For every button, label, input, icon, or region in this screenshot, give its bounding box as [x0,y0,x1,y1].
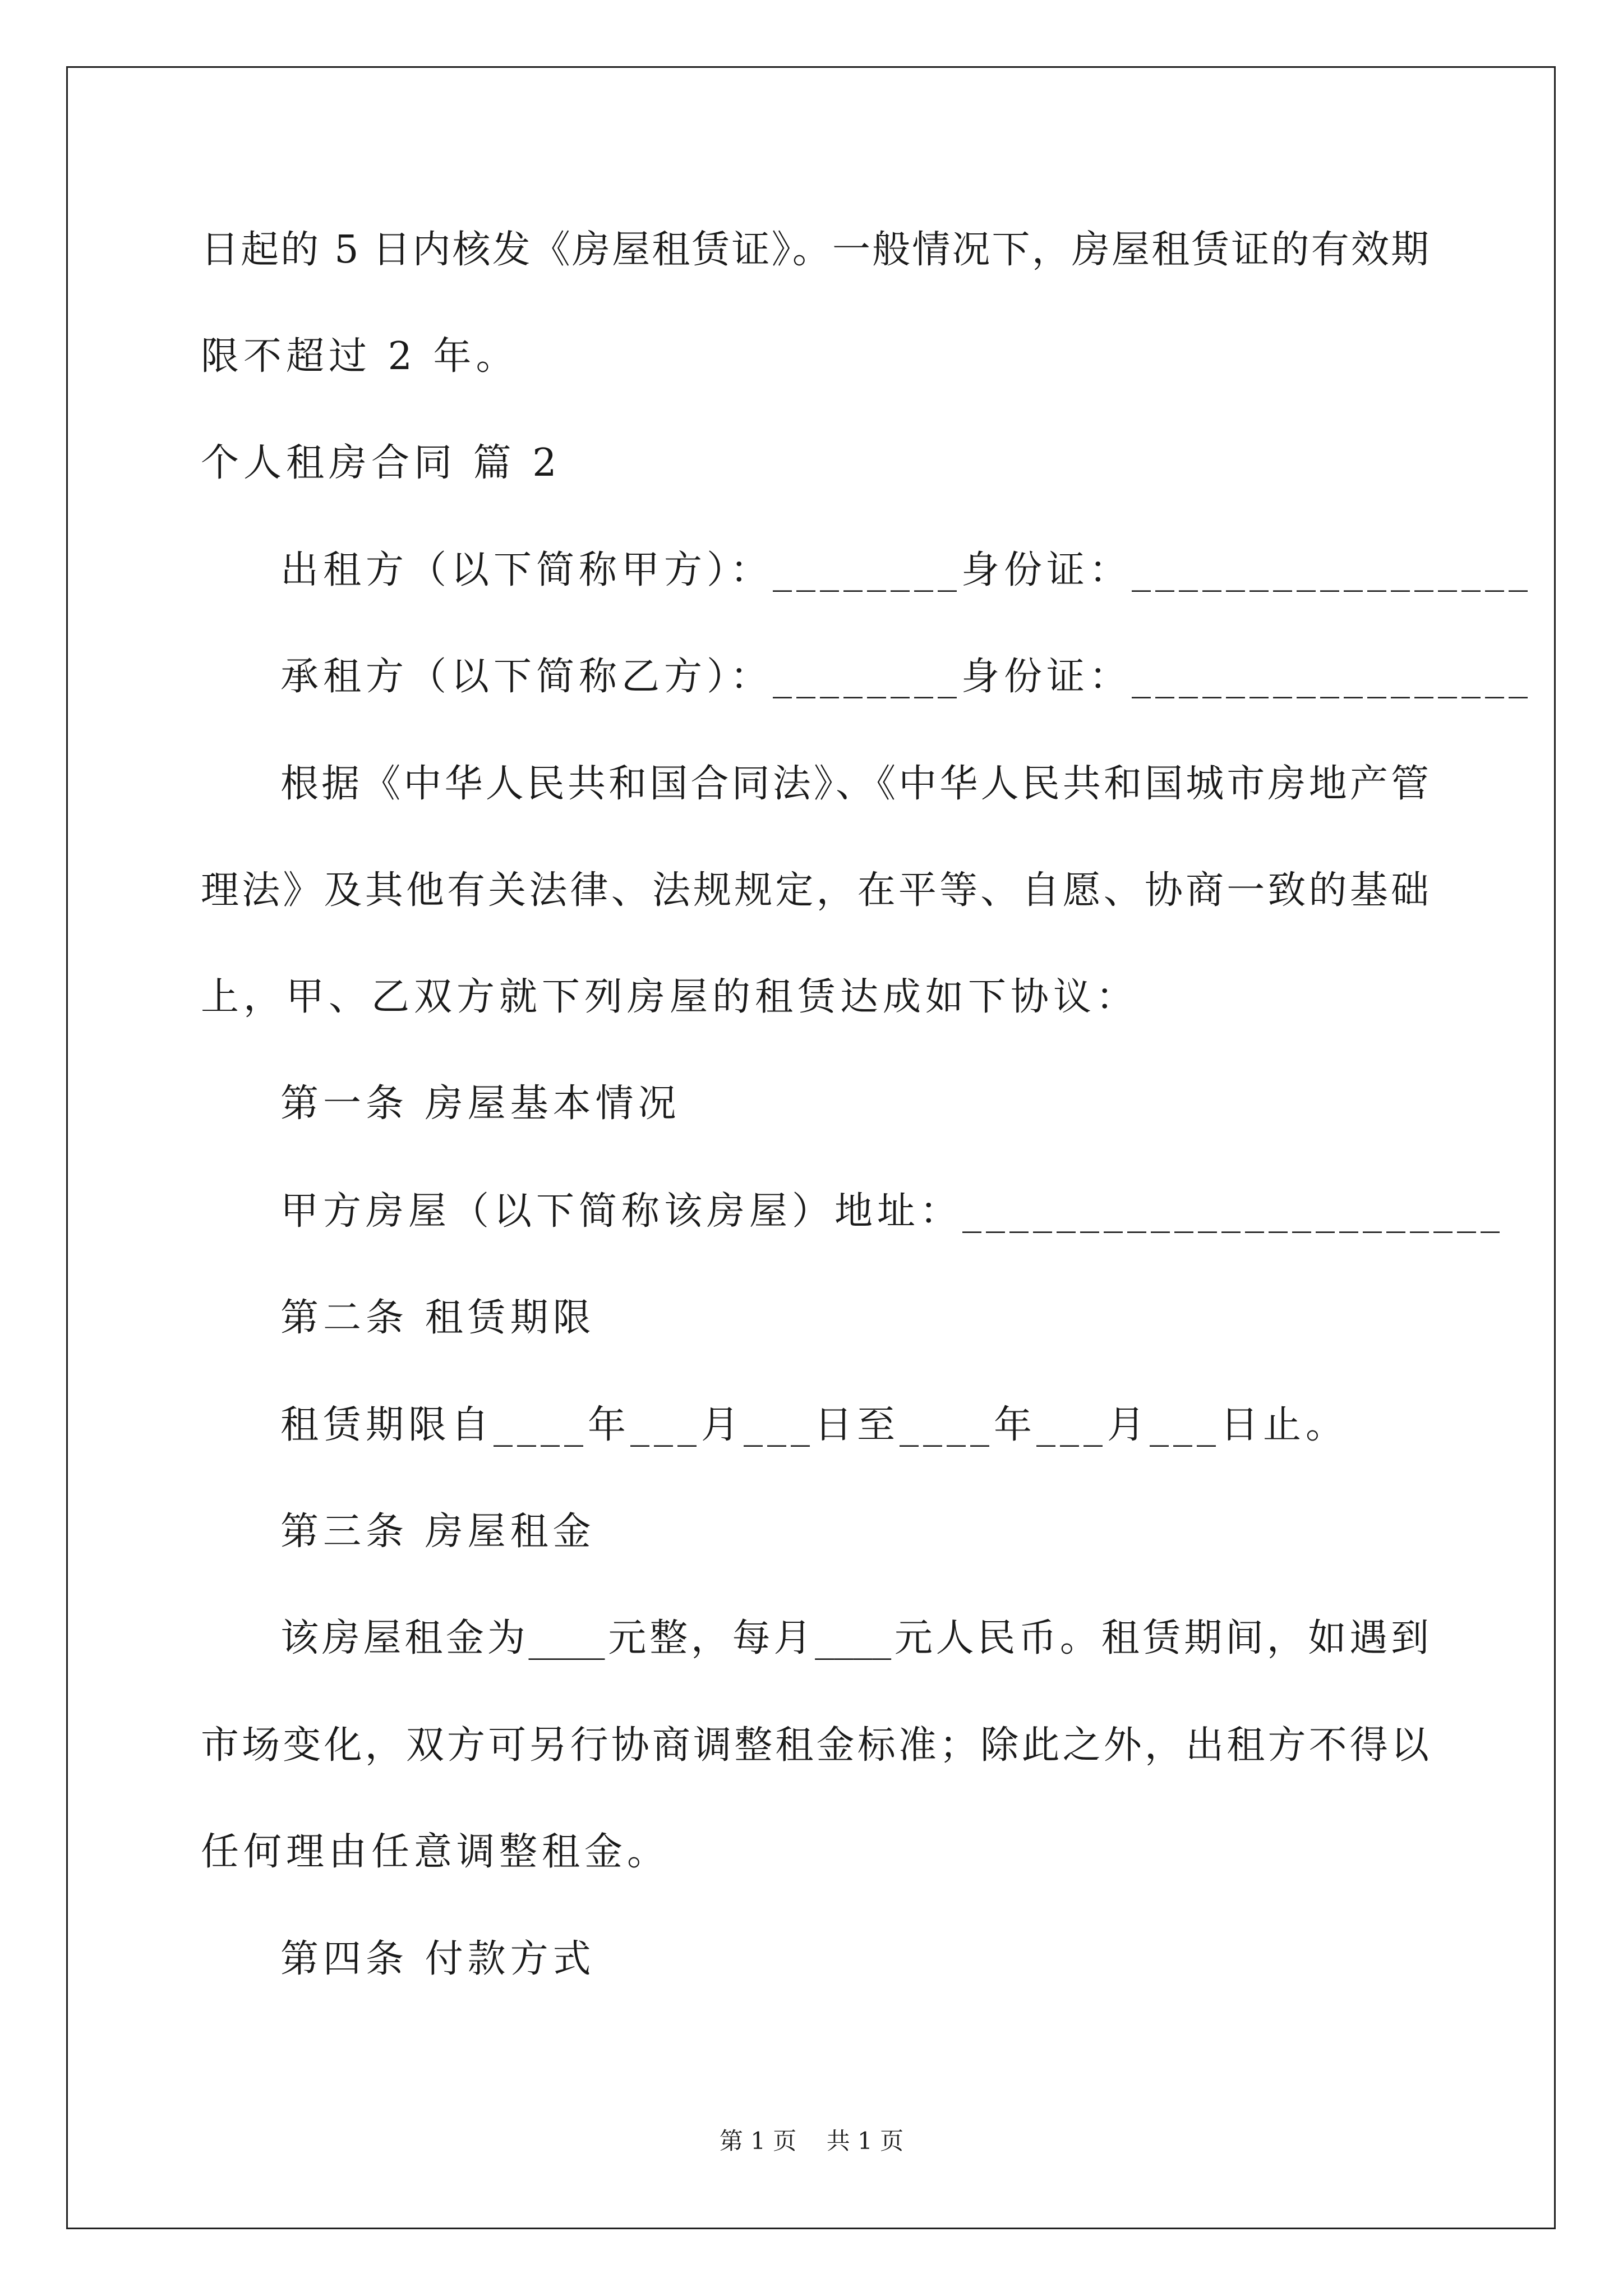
section-heading: 个人租房合同 篇 2 [201,441,561,485]
article-heading: 第四条 付款方式 [280,1937,596,1981]
lessor-field-line: 出租方（以下简称甲方）：________身份证：_________________ [280,548,1533,592]
text-line: 市场变化，双方可另行协商调整租金标准；除此之外，出租方不得以 [201,1723,1429,1768]
text-line: 日起的 5 日内核发《房屋租赁证》。一般情况下，房屋租赁证的有效期 [201,228,1429,272]
article-heading: 第二条 租赁期限 [280,1296,596,1340]
article-heading: 第一条 房屋基本情况 [280,1082,681,1126]
article-heading: 第三条 房屋租金 [280,1510,596,1554]
rent-line: 该房屋租金为____元整，每月____元人民币。租赁期间，如遇到 [280,1616,1429,1660]
text-line: 限不超过 2 年。 [201,334,519,379]
text-line: 上，甲、乙双方就下列房屋的租赁达成如下协议： [201,975,1139,1019]
lessee-field-line: 承租方（以下简称乙方）：________身份证：_________________ [280,655,1533,699]
text-line: 任何理由任意调整租金。 [201,1830,670,1874]
page-border [66,66,1556,2229]
lease-term-line: 租赁期限自____年___月___日至____年___月___日止。 [280,1403,1349,1447]
text-line: 理法》及其他有关法律、法规规定，在平等、自愿、协商一致的基础 [201,868,1429,913]
address-field-line: 甲方房屋（以下简称该房屋）地址：_______________________ [280,1189,1505,1234]
text-line: 根据《中华人民共和国合同法》、《中华人民共和国城市房地产管 [280,762,1429,806]
page-number-footer: 第 1 页 共 1 页 [719,2127,904,2155]
